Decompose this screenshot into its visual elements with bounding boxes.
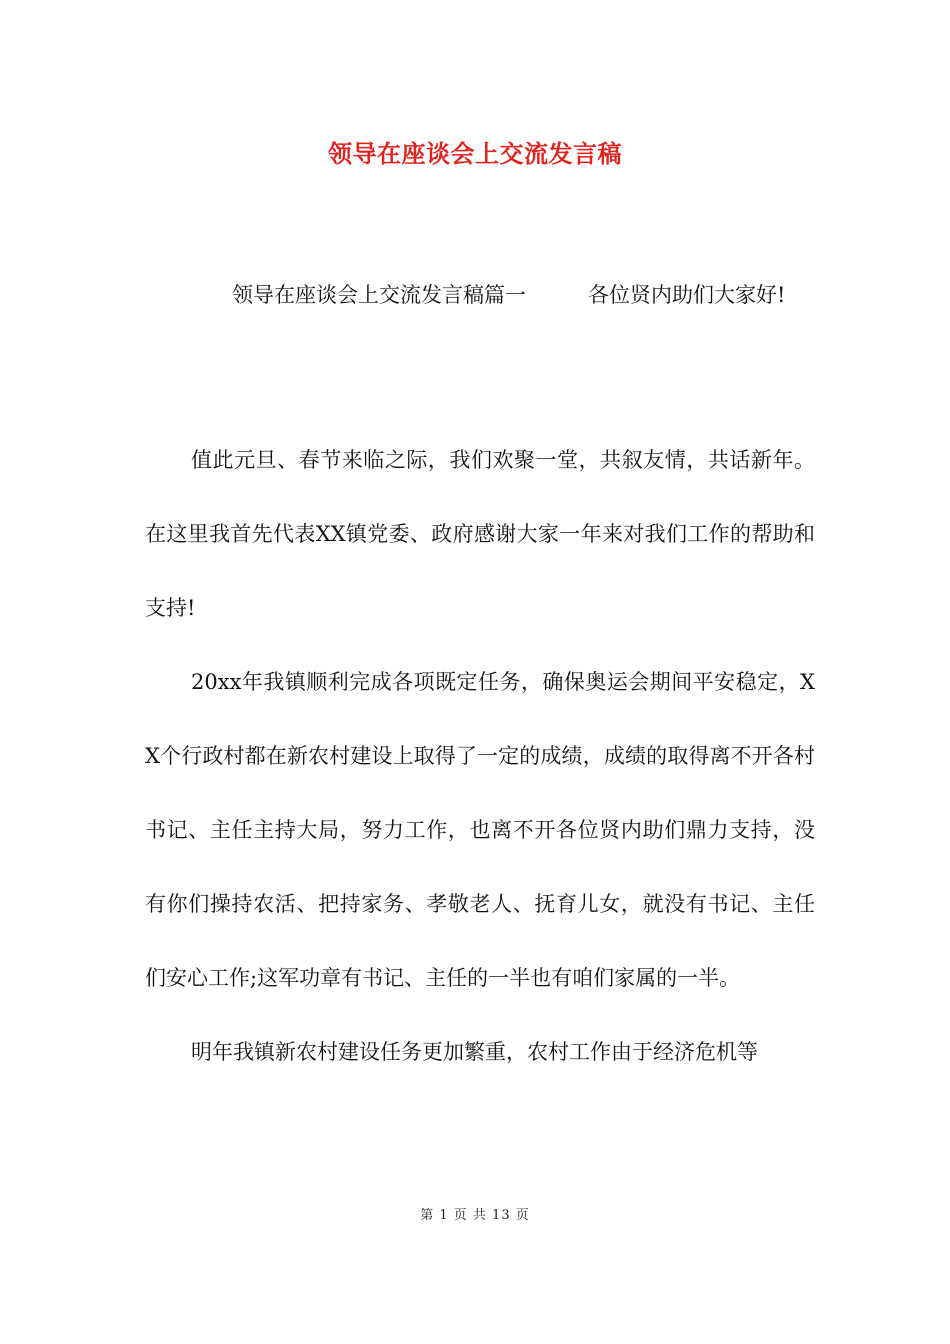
document-body xyxy=(145,423,815,1089)
document-title: 领导在座谈会上交流发言稿 xyxy=(328,139,622,168)
subtitle-line xyxy=(232,278,785,312)
section-subtitle: 领导在座谈会上交流发言稿篇一 xyxy=(232,283,526,307)
paragraph: 20xx年我镇顺利完成各项既定任务，确保奥运会期间平安稳定，XX个行政村都在新农村建设上取得了一定的成绩，成绩的取得离不开各村书记、主任主持大局，努力工作，也离不开各位贤内助们鼎力支持，没有你们操持农活、把持家务、孝敬老人、抚育儿女，就没有书记、主任们安心工作;这军功章有书记、主任的一半也有咱们家属的一半。 xyxy=(145,670,815,990)
paragraph: 明年我镇新农村建设任务更加繁重，农村工作由于经济危机等 xyxy=(191,1040,758,1064)
paragraph: 值此元旦、春节来临之际，我们欢聚一堂，共叙友情，共话新年。在这里我首先代表XX镇党委、政府感谢大家一年来对我们工作的帮助和支持! xyxy=(145,448,815,620)
page-footer: 第 1 页 共 13 页 xyxy=(420,1208,530,1223)
greeting-text: 各位贤内助们大家好! xyxy=(588,283,786,307)
